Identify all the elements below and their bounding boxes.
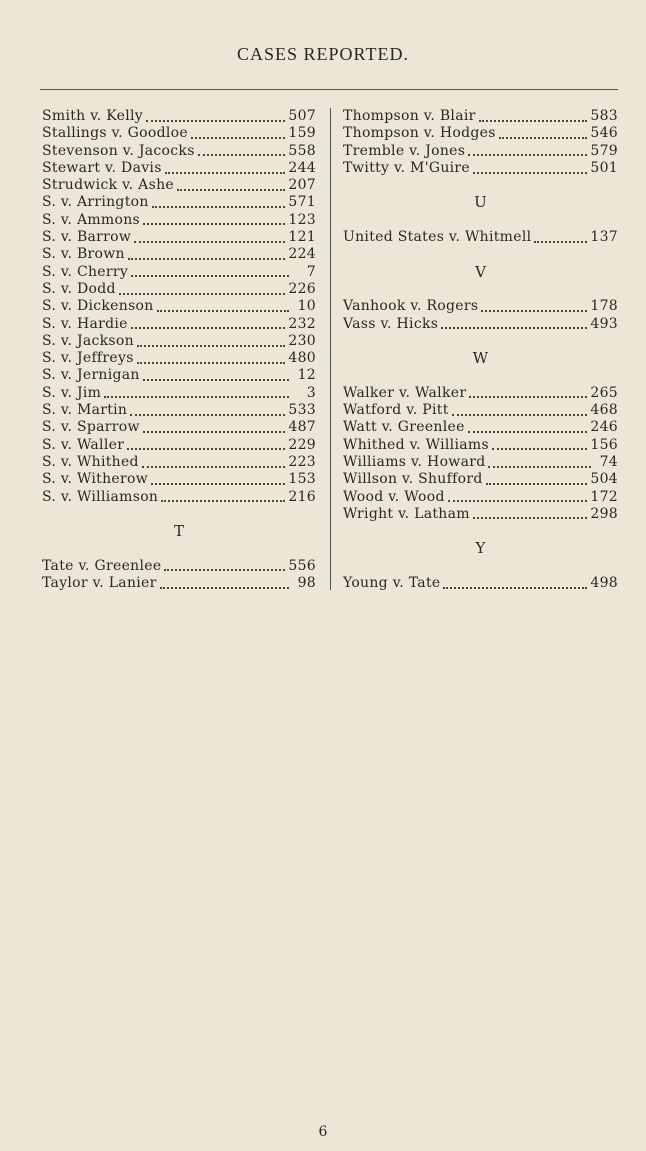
- case-page-number: 571: [288, 194, 316, 211]
- case-page-number: 468: [590, 402, 618, 419]
- case-entry: [343, 575, 618, 592]
- dot-leader: [198, 154, 286, 156]
- case-name: S. v. Dickenson: [42, 298, 154, 315]
- case-name: S. v. Jim: [42, 384, 102, 401]
- case-page-number: 123: [288, 211, 316, 228]
- section-letter: V: [475, 262, 486, 281]
- case-name: Whithed v. Williams: [343, 436, 489, 453]
- case-page-number: 487: [288, 419, 316, 436]
- case-page-number: 216: [288, 488, 316, 505]
- dot-leader: [473, 172, 587, 174]
- case-entry: [42, 489, 316, 506]
- case-name: S. v. Arrington: [42, 194, 149, 211]
- dot-leader: [473, 517, 588, 519]
- dot-leader: [161, 500, 285, 502]
- case-entry: [42, 350, 316, 367]
- case-name: S. v. Martin: [42, 402, 128, 419]
- case-name: Twitty v. M'Guire: [343, 159, 470, 176]
- dot-leader: [160, 587, 289, 589]
- case-entry: [42, 194, 316, 211]
- case-entry: [343, 385, 618, 402]
- case-name: Watt v. Greenlee: [343, 419, 465, 436]
- case-name: Stevenson v. Jacocks: [42, 142, 195, 159]
- case-page-number: 223: [288, 453, 316, 470]
- case-page-number: 10: [297, 298, 316, 315]
- case-page-number: 504: [590, 471, 618, 488]
- case-entry: [42, 108, 316, 125]
- case-name: Wright v. Latham: [343, 505, 470, 522]
- case-page-number: 232: [288, 315, 316, 332]
- case-name: S. v. Brown: [42, 246, 125, 263]
- case-name: Stewart v. Davis: [42, 159, 162, 176]
- case-entry: [343, 143, 618, 160]
- dot-leader: [448, 500, 588, 502]
- dot-leader: [127, 448, 285, 450]
- case-entry: [343, 108, 618, 125]
- case-entry: [42, 316, 316, 333]
- case-page-number: 583: [590, 108, 618, 124]
- case-page-number: 3: [306, 384, 316, 401]
- dot-leader: [142, 466, 286, 468]
- dot-leader: [492, 448, 587, 450]
- spacer: [42, 506, 316, 523]
- case-page-number: 230: [288, 332, 316, 349]
- dot-leader: [119, 293, 286, 295]
- case-name: Walker v. Walker: [343, 384, 467, 401]
- case-name: S. v. Dodd: [42, 280, 116, 297]
- case-name: S. v. Barrow: [42, 229, 132, 246]
- case-page-number: 246: [590, 419, 618, 436]
- dot-leader: [143, 223, 285, 225]
- case-name: S. v. Jernigan: [42, 367, 140, 384]
- case-page-number: 7: [306, 263, 316, 280]
- case-name: S. v. Cherry: [42, 263, 129, 280]
- case-entry: [343, 489, 618, 506]
- case-name: Strudwick v. Ashe: [42, 177, 174, 194]
- case-page-number: 226: [288, 280, 316, 297]
- section-letter: Y: [475, 539, 486, 558]
- dot-leader: [130, 414, 285, 416]
- dot-leader: [486, 483, 588, 485]
- spacer: [343, 558, 618, 575]
- case-page-number: 498: [590, 575, 618, 592]
- case-name: Williams v. Howard: [343, 453, 486, 470]
- dot-leader: [157, 310, 289, 312]
- case-page-number: 480: [288, 350, 316, 367]
- case-name: Thompson v. Hodges: [343, 125, 496, 142]
- case-entry: [343, 125, 618, 142]
- section-letter: U: [474, 193, 487, 212]
- case-entry: [42, 264, 316, 281]
- case-name: Vass v. Hicks: [343, 315, 439, 332]
- case-page-number: 156: [590, 436, 618, 453]
- case-entry: [42, 402, 316, 419]
- case-name: Tate v. Greenlee: [42, 557, 162, 574]
- case-name: S. v. Jackson: [42, 332, 134, 349]
- case-page-number: 244: [288, 159, 316, 176]
- dot-leader: [443, 587, 587, 589]
- dot-leader: [104, 396, 289, 398]
- case-page-number: 493: [590, 315, 618, 332]
- dot-leader: [143, 379, 289, 381]
- case-name: S. v. Waller: [42, 436, 125, 453]
- dot-leader: [137, 362, 286, 364]
- case-name: Stallings v. Goodloe: [42, 125, 188, 142]
- page-number: 6: [318, 1124, 328, 1140]
- dot-leader: [152, 206, 286, 208]
- dot-leader: [143, 431, 286, 433]
- case-entry: [42, 367, 316, 384]
- case-page-number: 556: [288, 557, 316, 574]
- case-entry: [343, 160, 618, 177]
- dot-leader: [177, 189, 285, 191]
- case-page-number: 12: [297, 367, 316, 384]
- case-name: Willson v. Shufford: [343, 471, 483, 488]
- case-entry: [343, 316, 618, 333]
- case-entry: [343, 419, 618, 436]
- spacer: [343, 333, 618, 350]
- case-name: S. v. Whithed: [42, 453, 139, 470]
- dot-leader: [191, 137, 285, 139]
- case-page-number: 137: [590, 229, 618, 246]
- dot-leader: [146, 120, 285, 122]
- case-entry: [42, 229, 316, 246]
- case-entry: [42, 212, 316, 229]
- case-entry: [343, 402, 618, 419]
- case-name: S. v. Witherow: [42, 471, 148, 488]
- case-page-number: 579: [590, 142, 618, 159]
- dot-leader: [499, 137, 588, 139]
- case-entry: [42, 281, 316, 298]
- case-entry: [42, 558, 316, 575]
- spacer: [343, 367, 618, 384]
- dot-leader: [534, 241, 587, 243]
- dot-leader: [481, 310, 587, 312]
- dot-leader: [469, 396, 587, 398]
- case-name: Young v. Tate: [343, 575, 441, 592]
- dot-leader: [131, 275, 289, 277]
- spacer: [42, 540, 316, 557]
- case-name: United States v. Whitmell: [343, 229, 532, 246]
- case-page-number: 153: [288, 471, 316, 488]
- case-page-number: 265: [590, 384, 618, 401]
- case-entry: [42, 471, 316, 488]
- case-page-number: 121: [288, 229, 316, 246]
- case-entry: [42, 385, 316, 402]
- spacer: [343, 177, 618, 194]
- left-column: [42, 108, 316, 592]
- case-page-number: 533: [288, 402, 316, 419]
- dot-leader: [151, 483, 285, 485]
- case-entry: [42, 143, 316, 160]
- case-page-number: 229: [288, 436, 316, 453]
- dot-leader: [131, 327, 286, 329]
- case-page-number: 224: [288, 246, 316, 263]
- case-entry: [42, 454, 316, 471]
- case-entry: [42, 333, 316, 350]
- case-entry: [42, 160, 316, 177]
- dot-leader: [134, 241, 285, 243]
- case-entry: [42, 575, 316, 592]
- dot-leader: [137, 345, 285, 347]
- case-entry: [42, 177, 316, 194]
- spacer: [343, 281, 618, 298]
- dot-leader: [468, 431, 588, 433]
- header-rule: [40, 89, 618, 90]
- case-name: Tremble v. Jones: [343, 142, 466, 159]
- case-entry: [343, 454, 618, 471]
- right-column: [343, 108, 618, 592]
- case-name: Taylor v. Lanier: [42, 575, 157, 592]
- case-name: S. v. Jeffreys: [42, 350, 134, 367]
- case-name: S. v. Sparrow: [42, 419, 140, 436]
- case-name: Wood v. Wood: [343, 488, 445, 505]
- case-entry: [42, 125, 316, 142]
- dot-leader: [479, 120, 588, 122]
- dot-leader: [164, 569, 285, 571]
- spacer: [343, 523, 618, 540]
- case-name: S. v. Hardie: [42, 315, 128, 332]
- case-page-number: 74: [599, 453, 618, 470]
- case-page-number: 159: [288, 125, 316, 142]
- case-name: Vanhook v. Rogers: [343, 298, 479, 315]
- case-entry: [343, 298, 618, 315]
- case-name: S. v. Ammons: [42, 211, 141, 228]
- spacer: [343, 246, 618, 263]
- case-page-number: 98: [297, 575, 316, 592]
- case-entry: [343, 506, 618, 523]
- section-letter: T: [173, 522, 184, 541]
- case-page-number: 172: [590, 488, 618, 505]
- case-entry: [42, 246, 316, 263]
- case-page-number: 558: [288, 142, 316, 159]
- case-entry: [343, 437, 618, 454]
- dot-leader: [165, 172, 286, 174]
- page-title: CASES REPORTED.: [237, 44, 409, 64]
- case-page-number: 298: [590, 505, 618, 522]
- dot-leader: [468, 154, 587, 156]
- case-page-number: 178: [590, 298, 618, 315]
- case-page-number: 207: [288, 177, 316, 194]
- dot-leader: [441, 327, 587, 329]
- dot-leader: [128, 258, 286, 260]
- case-name: Smith v. Kelly: [42, 108, 144, 124]
- case-entry: [42, 437, 316, 454]
- case-name: Watford v. Pitt: [343, 402, 449, 419]
- case-name: Thompson v. Blair: [343, 108, 476, 124]
- case-page-number: 546: [590, 125, 618, 142]
- column-divider: [330, 108, 331, 590]
- case-name: S. v. Williamson: [42, 488, 159, 505]
- dot-leader: [488, 466, 591, 468]
- case-entry: [343, 471, 618, 488]
- case-page-number: 501: [590, 159, 618, 176]
- case-entry: [42, 419, 316, 436]
- dot-leader: [452, 414, 588, 416]
- case-entry: [343, 229, 618, 246]
- spacer: [343, 212, 618, 229]
- section-letter: W: [472, 349, 489, 368]
- case-page-number: 507: [288, 108, 316, 124]
- case-entry: [42, 298, 316, 315]
